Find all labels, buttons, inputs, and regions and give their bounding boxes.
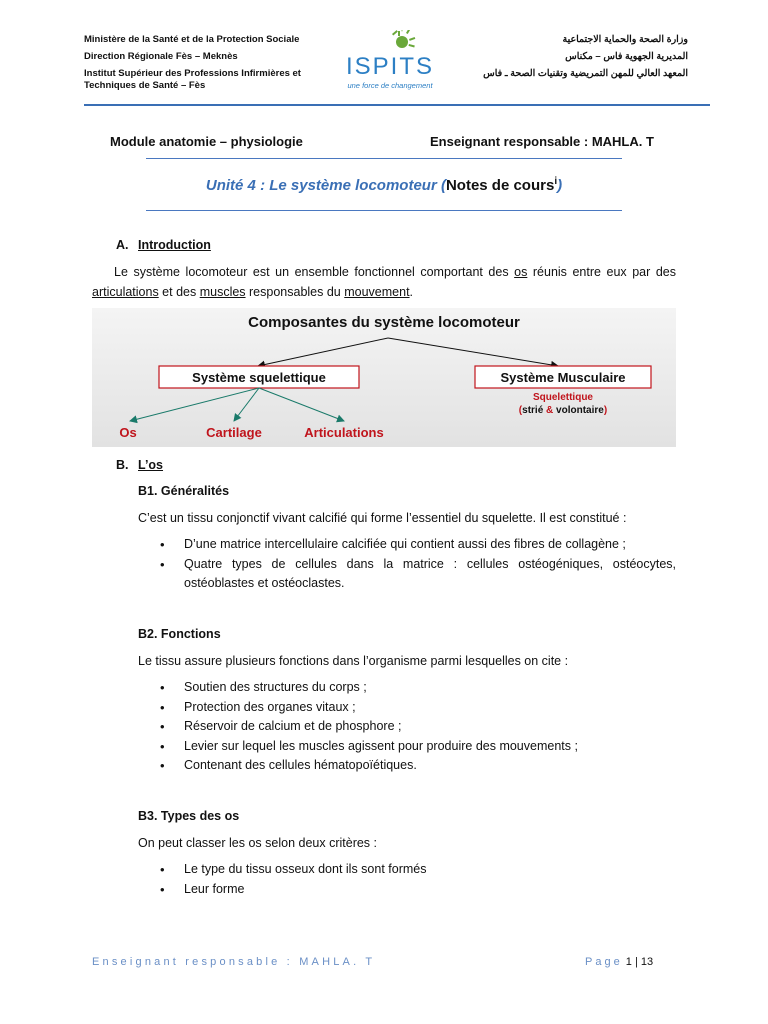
intro-paragraph: Le système locomoteur est un ensemble fonctionnel comportant des os réunis entre eux par des articulations et des muscles responsables du mouvement. bbox=[92, 265, 676, 299]
header-divider bbox=[84, 104, 710, 106]
diagram-title: Composantes du système locomoteur bbox=[248, 314, 520, 331]
direction-line: Direction Régionale Fès – Meknès bbox=[84, 50, 238, 62]
list-item: • Le type du tissu osseux dont ils sont formés bbox=[138, 860, 676, 880]
header-left bbox=[84, 34, 324, 97]
term-articulations: articulations bbox=[92, 285, 159, 299]
term-os: os bbox=[514, 265, 528, 279]
term-muscles: muscles bbox=[199, 285, 246, 299]
list-item: • D’une matrice intercellulaire calcifiée qui contient aussi des fibres de collagène ; bbox=[138, 535, 676, 555]
module-name: Module anatomie – physiologie bbox=[110, 134, 303, 149]
unit-title-close: ) bbox=[557, 177, 563, 194]
list-item: • Contenant des cellules hématopoïétiques. bbox=[138, 756, 676, 776]
b1-list bbox=[138, 535, 676, 594]
list-item: • Réservoir de calcium et de phosphore ; bbox=[138, 717, 676, 737]
section-b-title: L’os bbox=[138, 458, 164, 472]
ministry-line-ar: وزارة الصحة والحماية الاجتماعية bbox=[562, 34, 688, 45]
page-number: 1 bbox=[625, 956, 632, 968]
b1-paragraph: C’est un tissu conjonctif vivant calcifié qui forme l’essentiel du squelette. Il est constitué : bbox=[138, 511, 627, 525]
page-sep: | bbox=[631, 956, 641, 968]
ministry-line: Ministère de la Santé et de la Protection Sociale bbox=[84, 34, 300, 45]
list-item: • Leur forme bbox=[138, 880, 676, 900]
teacher-name: Enseignant responsable : MAHLA. T bbox=[430, 134, 654, 149]
section-a-title: Introduction bbox=[138, 238, 211, 252]
module-row bbox=[110, 134, 660, 149]
muscle-note-1: Squelettique bbox=[532, 392, 594, 403]
section-a-heading bbox=[116, 238, 211, 252]
box-muscular-label: Système Musculaire bbox=[500, 370, 626, 385]
box-skeletal-label: Système squelettique bbox=[192, 370, 326, 385]
footer-teacher: Enseignant responsable : MAHLA. T bbox=[92, 956, 376, 968]
institute-line-ar: المعهد العالي للمهن التمريضية وتقنيات الصحة ـ فاس bbox=[483, 67, 688, 79]
footer-page bbox=[585, 956, 653, 968]
arrow-to-articulations bbox=[259, 388, 344, 421]
b2-list bbox=[138, 678, 676, 776]
muscle-note-2: (strié & volontaire) bbox=[518, 405, 608, 416]
leaf-articulations: Articulations bbox=[304, 425, 384, 440]
term-mouvement: mouvement bbox=[344, 285, 410, 299]
arrow-to-os bbox=[130, 388, 259, 421]
list-item: • Levier sur lequel les muscles agissent pour produire des mouvements ; bbox=[138, 737, 676, 757]
b3-heading: B3. Types des os bbox=[138, 809, 240, 823]
b2-heading: B2. Fonctions bbox=[138, 627, 221, 641]
b1-heading: B1. Généralités bbox=[138, 484, 230, 498]
header-right bbox=[438, 34, 688, 85]
b3-paragraph: On peut classer les os selon deux critères : bbox=[138, 836, 378, 850]
page-label: Page bbox=[585, 956, 623, 968]
section-b-number: B. bbox=[116, 458, 129, 472]
unit-title bbox=[0, 176, 768, 194]
unit-title-main: Unité 4 : Le système locomoteur ( bbox=[205, 177, 446, 194]
locomotor-diagram bbox=[92, 308, 676, 447]
page-total: 13 bbox=[640, 956, 654, 968]
section-b-heading bbox=[116, 458, 163, 472]
title-bottom-line bbox=[146, 210, 622, 211]
section-a-number: A. bbox=[116, 238, 129, 252]
institute-line: Institut Supérieur des Professions Infirmières et Techniques de Santé – Fès bbox=[84, 67, 301, 91]
leaf-cartilage: Cartilage bbox=[206, 425, 262, 440]
list-item: • Quatre types de cellules dans la matrice : cellules ostéogéniques, ostéocytes, ostéoblastes et ostéoclastes. bbox=[138, 555, 676, 594]
list-item: • Soutien des structures du corps ; bbox=[138, 678, 676, 698]
direction-line-ar: المديرية الجهوية فاس – مكناس bbox=[565, 50, 688, 62]
arrow-to-skeletal bbox=[258, 338, 388, 366]
logo-slogan: une force de changement bbox=[347, 81, 433, 90]
list-item: • Protection des organes vitaux ; bbox=[138, 698, 676, 718]
leaf-os: Os bbox=[119, 425, 137, 440]
logo-text: ISPITS bbox=[345, 53, 435, 80]
title-top-line bbox=[146, 158, 622, 159]
b2-paragraph: Le tissu assure plusieurs fonctions dans l’organisme parmi lesquelles on cite : bbox=[138, 654, 569, 668]
b3-list bbox=[138, 860, 676, 899]
unit-title-notes: Notes de cours bbox=[445, 177, 555, 194]
footnote-marker[interactable]: i bbox=[554, 176, 558, 187]
arrow-to-muscular bbox=[388, 338, 558, 366]
ispits-logo bbox=[340, 30, 440, 98]
